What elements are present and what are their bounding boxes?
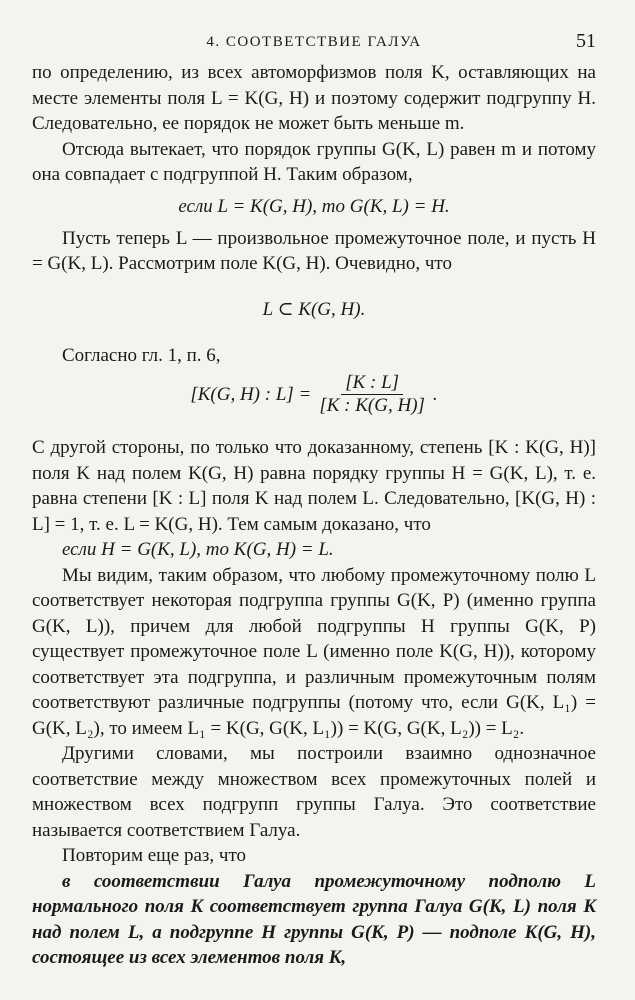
paragraph-4: Согласно гл. 1, п. 6, — [62, 344, 221, 366]
paragraph-8: Повторим еще раз, что — [62, 845, 247, 866]
paragraph-2: Отсюда вытекает, что порядок группы G(K, L) равен m и потому она совпадает с подгруппой H. Таким образом, — [32, 138, 596, 185]
equation-1: если L = K(G, H), то G(K, L) = H. — [178, 195, 450, 217]
book-page — [32, 30, 596, 971]
equation-3: [K(G, H) : L] = $\frac{[K : L]}{[K : K(G, H)]}$ . — [190, 372, 438, 416]
paragraph-5: С другой стороны, по только что доказанному, степень [K : K(G, H)] поля K над полем K(G, H) равна порядку группы H = G(K, L), т. е. равна степени [K : L] поля K над полем L. Следовательно, [K(G, H) : L] = 1, т. е. L = K(G, H). Тем самым доказано, что — [32, 437, 596, 535]
running-head: 4. СООТВЕТСТВИЕ ГАЛУА — [206, 34, 422, 50]
paragraph-1: по определению, из всех автоморфизмов поля K, оставляющих на месте элементы поля L = K(G, H) и поэтому содержит подгруппу H. Следовательно, ее порядок не может быть меньше m. — [32, 62, 596, 134]
page-number: 51 — [576, 30, 596, 52]
equation-2: L ⊂ K(G, H). — [262, 298, 366, 320]
equation-3-left: [K(G, H) : L] = — [190, 383, 312, 405]
paragraph-9: в соответствии Галуа промежуточному подполю L нормального поля K соответствует группа Галуа G(K, L) поля K над полем L, а подгруппе H группы G(K, P) — подполе K(G, H), состоящее из всех элементов поля K, — [32, 870, 596, 968]
page-header — [32, 30, 596, 60]
equation-4: если H = G(K, L), то K(G, H) = L. — [62, 539, 334, 560]
equation-3-fraction — [315, 372, 429, 417]
paragraph-6: Мы видим, таким образом, что любому промежуточному полю L соответствует некоторая подгруппа группы G(K, P) (именно группа G(K, L)), причем для любой подгруппы H группы G(K, P) существует промежуточное поле L (именно поле K(G, H)), которому соответствует эта подгруппа, и различным промежуточным полям соответствуют различные подгруппы (потому что, если G(K, L₁) = G(K, L₂), то имеем L₁ = K(G, G(K, L₁)) = K(G, G(K, L₂)) = L₂. — [32, 564, 596, 739]
fraction-numerator: [K : L] — [341, 372, 403, 395]
paragraph-7: Другими словами, мы построили взаимно однозначное соответствие между множеством всех промежуточных полей и множеством всех подгрупп группы Галуа. Это соответствие называется соответствием Галуа. — [32, 743, 596, 841]
fraction-denominator: [K : K(G, H)] — [319, 395, 425, 416]
paragraph-3: Пусть теперь L — произвольное промежуточное поле, и пусть H = G(K, L). Рассмотрим поле K(G, H). Очевидно, что — [32, 227, 596, 274]
